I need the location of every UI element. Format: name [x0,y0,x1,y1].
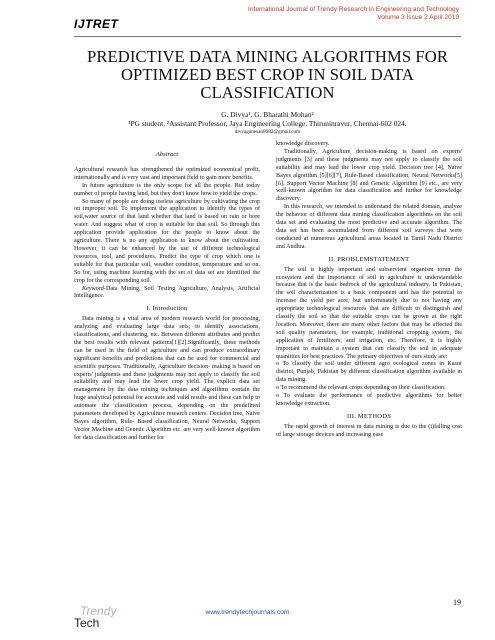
logo-line-trendy: Trendy [80,604,117,618]
objective-item: o To recommend the relevant crops depending on their classification. [276,385,446,392]
page-number: 19 [453,598,461,607]
body-paragraph: Traditionally, Agriculture decision-making is based on experts' judgments [3] and these judgments may not apply to classify the soil suitability and may lead the lower crop yield. Decision tree [4], Naïve Bayes algorithm [5][6][7], Rule-Based classification, Neural Networks[5][6], Support Vector Machine [8] and Genetic Algorithm [9] etc., are very well-known algorithm for data classification and further for knowledge discovery. [276,148,462,203]
abstract-heading: Abstract [155,151,179,158]
logo-line-tech: Tech [74,616,100,630]
body-paragraph: In this research, we intended to understand the related domain, analyze the behavior of different data mining classification algorithms on the soil data set and evaluating the most predictive and accurate algorithm. The data set has been accumulated from different soil surveys that were conducted at numerous agricultural areas located in Tamil Nadu District and Andhra. [276,204,462,250]
section-heading-problem-statement: II. PROBLEMSTATEMENT [328,255,410,263]
introduction-paragraph: Data mining is a vital area of modern research world for processing, analyzing and evaluating large data sets; to identify associations, classifications, and clustering, etc. Between different attributes and predict the best results with relevant patterns[1][2].Significantly, these methods can be used in the field of agriculture and can produce extraordinary significant benefits and predictions that can be used for commercial and scientific purposes. Traditionally, Agriculture decision- making is based on experts' judgments and these judgments may not apply to classify the soil suitability and may lead the lower crop yield. The explicit data set management by the data mining techniques and algorithms contain the huge analytical potential for accurate and valid results and these can help to automate the classification process, depending on the predefined parameters developed by Agriculture research centers. Decision tree, Naive Bayes algorithm, Rule- Based classification, Neural Networks, Support Vector Machine and Genetic Algorithm etc. are very well-known algorithm for data classification and further for [74,316,260,441]
journal-name: International Journal of Trendy Research in Engineering and Technology [247,6,459,13]
objective-item: o To classify the soil under different agro ecological zones in Kasur district, Punjab, Pakistan by different classification algorithm available in data mining. [276,361,462,384]
section-heading-introduction: I. Introduction [146,305,188,313]
intro-continuation: knowledge discovery. [276,141,330,147]
abstract-paragraph: In future agriculture is the only scope for all the people. But today number of people having land, but they don't know how to yield the crops. [74,182,260,197]
methods-paragraph: The rapid growth of interest in data mining is due to the (i)falling cost of large storage devices and increasing ease [276,423,462,438]
left-column [74,145,260,443]
keywords-text: Data Mining, Soil Testing Agriculture, Analysis, Artificial Intelligence. [74,285,260,300]
abstract-paragraph: Agricultural research has strengthened the optimized economical profit, internationally and is very vast and important field to gain more benefits. [74,166,260,181]
paper-authors: G. Divya¹, G. Bharathi Mohan² [221,110,314,119]
journal-header [248,6,459,22]
problem-paragraph: The soil is highly important and subservient organism torun the ecosystem and the importance of soil in agriculture is understandable because that is the basic bedrock of the agricultural industry. In Pakistan, the soil characterization is a basic component and has the potential to increase the yield per acre, but unfortunately due to not having any appropriate technological resources that are difficult to distinguish and classify the soil so that the suitable crops can be grown at the right location. Moreover, there are many other factors that may be affected the soil quality parameters, for example, traditional cropping system, the application of fertilizers, and irrigation, etc. Therefore, it is highly important to maintain a system that can classify the soil in adequate quantities for best practices. The primary objectives of ours study are: [276,266,462,360]
objective-item: o To evaluate the performance of predictive algorithms for better knowledge extraction. [276,393,462,407]
right-column [276,141,462,440]
author-email: divyaganesan8682@gmail.com [234,129,301,135]
journal-volume-issue: Volume 3 Issue 2 April 2019 [377,14,459,21]
abstract-paragraph: So many of people are doing useless agriculture by cultivating the crop on improper soil. To implement the application to identify the types of soil,water source of that land whether that land is based on rain or bore water. And suggest what of crop is suitable for that soil. So through this application provide application for the people to know about the agriculture. There is no any application to know about the cultivation. However, it can be enhanced by the use of different technological resources, tool, and procedures. Predict the type of crop which one is suitable for that particular soil, weather condition, temperature and so on. So for, using machine learning with the set of data set are identified the crop for the corresponding soil. [74,198,260,284]
header-divider [74,36,461,37]
paper-title: PREDICTIVE DATA MINING ALGORITHMS FOR OPTIMIZED BEST CROP IN SOIL DATA CLASSIFICATION [87,47,448,102]
journal-logo: IJTRET [74,17,119,31]
section-heading-methods: III. METHODS [346,412,392,420]
keywords [74,286,260,302]
journal-website-link[interactable]: www.trendytechjournals.com [205,609,290,616]
keywords-label: Keyword- [82,285,106,292]
paper-affiliation: ¹PG student, ²Assistant Professor, Jaya Engineering College, Thiruninravur, Chennai-602 024. [128,119,407,128]
